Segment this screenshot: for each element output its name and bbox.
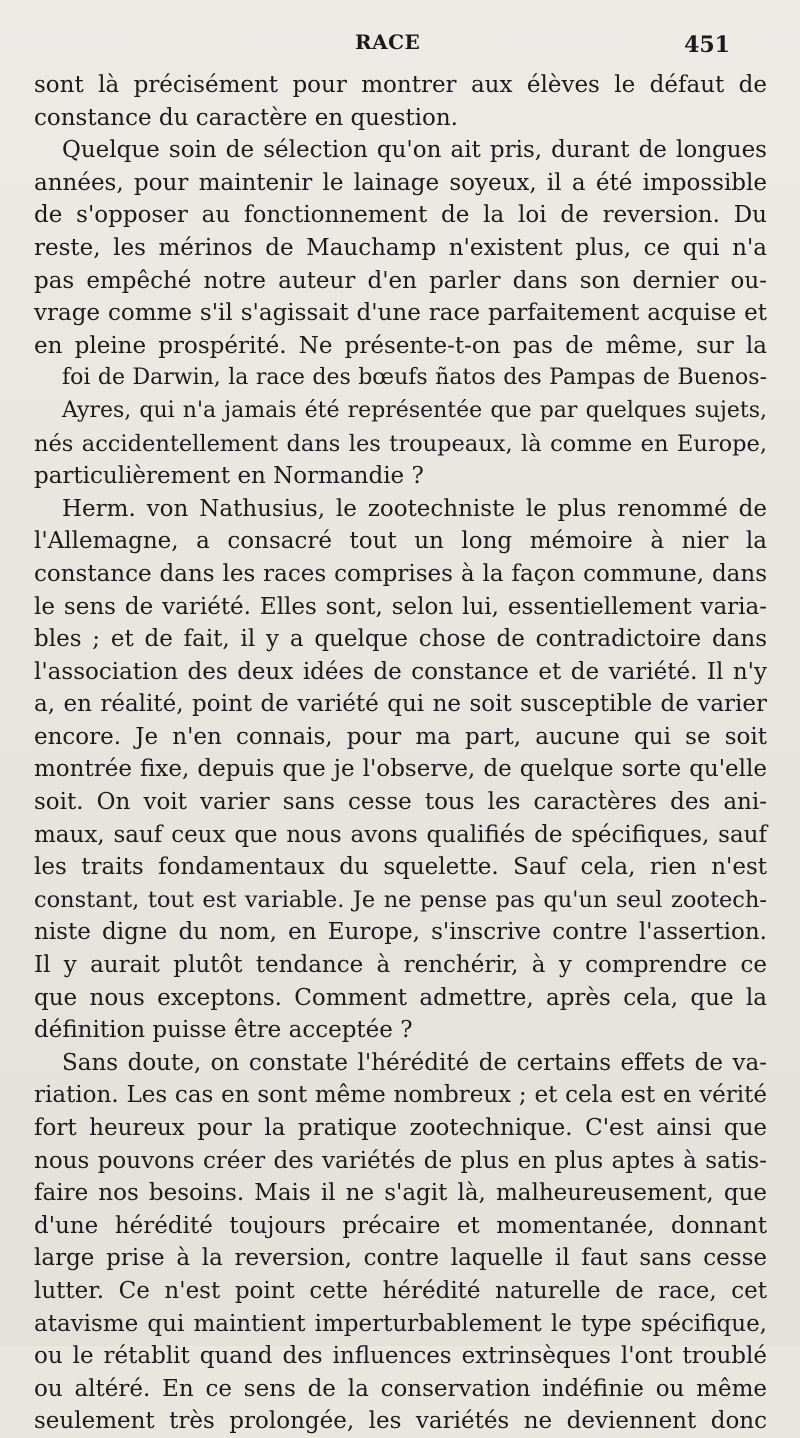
text-line: années, pour maintenir le lainage soyeux, il a été impossible [34, 169, 767, 196]
text-line: de s'opposer au fonctionnement de la loi de reversion. Du [34, 202, 767, 229]
body-text [34, 69, 767, 1438]
text-line: fort heureux pour la pratique zootechnique. C'est ainsi que [34, 1115, 767, 1141]
text-line: définition puisse être acceptée ? [34, 1017, 413, 1044]
text-line: le sens de variété. Elles sont, selon lui, essentiellement varia- [34, 593, 767, 620]
text-line: ou le rétablit quand des influences extrinsèques l'ont troublé [34, 1343, 767, 1370]
page-number: 451 [684, 32, 730, 58]
text-line: large prise à la reversion, contre laquelle il faut sans cesse [34, 1245, 767, 1272]
text-line: foi de Darwin, la race des bœufs ñatos des Pampas de Buenos- [62, 365, 767, 391]
text-line: atavisme qui maintient imperturbablement le type spécifique, [34, 1310, 767, 1337]
text-line: maux, sauf ceux que nous avons qualifiés de spécifiques, sauf [34, 821, 767, 848]
text-line: Sans doute, on constate l'hérédité de certains effets de va- [62, 1049, 767, 1076]
text-line: constance dans les races comprises à la façon commune, dans [34, 560, 767, 587]
text-line: que nous exceptons. Comment admettre, après cela, que la [34, 984, 767, 1011]
text-line: en pleine prospérité. Ne présente-t-on pas de même, sur la [34, 332, 767, 359]
text-line: soit. On voit varier sans cesse tous les caractères des ani- [34, 789, 767, 816]
text-line: Herm. von Nathusius, le zootechniste le plus renommé de [62, 495, 767, 522]
text-line: montrée fixe, depuis que je l'observe, de quelque sorte qu'elle [34, 756, 767, 783]
text-line: Ayres, qui n'a jamais été représentée que par quelques sujets, [62, 397, 767, 423]
text-line: sont là précisément pour montrer aux élèves le défaut de [34, 72, 767, 98]
text-line: niste digne du nom, en Europe, s'inscrive contre l'assertion. [34, 919, 767, 946]
text-line: d'une hérédité toujours précaire et momentanée, donnant [34, 1212, 767, 1239]
text-line: Il y aurait plutôt tendance à renchérir, à y comprendre ce [34, 952, 767, 979]
text-line: encore. Je n'en connais, pour ma part, aucune qui se soit [34, 723, 767, 750]
text-line: ou altéré. En ce sens de la conservation indéfinie ou même [34, 1375, 767, 1402]
text-line: bles ; et de fait, il y a quelque chose de contradictoire dans [34, 626, 767, 653]
text-line: faire nos besoins. Mais il ne s'agit là, malheureusement, que [34, 1180, 767, 1207]
text-line: particulièrement en Normandie ? [34, 463, 424, 490]
text-line: lutter. Ce n'est point cette hérédité naturelle de race, cet [34, 1277, 767, 1304]
running-title: RACE [355, 30, 421, 54]
text-line: a, en réalité, point de variété qui ne soit susceptible de varier [34, 691, 767, 718]
text-line: constance du caractère en question. [34, 104, 458, 131]
text-line: pas empêché notre auteur d'en parler dans son dernier ou- [34, 267, 767, 294]
text-line: riation. Les cas en sont même nombreux ; et cela est en vérité [34, 1082, 767, 1109]
text-line: nés accidentellement dans les troupeaux, là comme en Europe, [34, 430, 767, 457]
text-line: l'Allemagne, a consacré tout un long mémoire à nier la [34, 528, 767, 555]
text-line: Quelque soin de sélection qu'on ait pris, durant de longues [62, 137, 767, 164]
text-line: reste, les mérinos de Mauchamp n'existent plus, ce qui n'a [34, 234, 767, 261]
page-header [0, 30, 800, 60]
text-line: nous pouvons créer des variétés de plus en plus aptes à satis- [34, 1147, 767, 1174]
text-line: les traits fondamentaux du squelette. Sauf cela, rien n'est [34, 854, 767, 881]
text-line: vrage comme s'il s'agissait d'une race parfaitement acquise et [34, 300, 767, 327]
text-line: seulement très prolongée, les variétés ne deviennent donc [34, 1408, 767, 1435]
text-line: constant, tout est variable. Je ne pense pas qu'un seul zootech- [34, 886, 767, 913]
text-line: l'association des deux idées de constance et de variété. Il n'y [34, 658, 767, 685]
